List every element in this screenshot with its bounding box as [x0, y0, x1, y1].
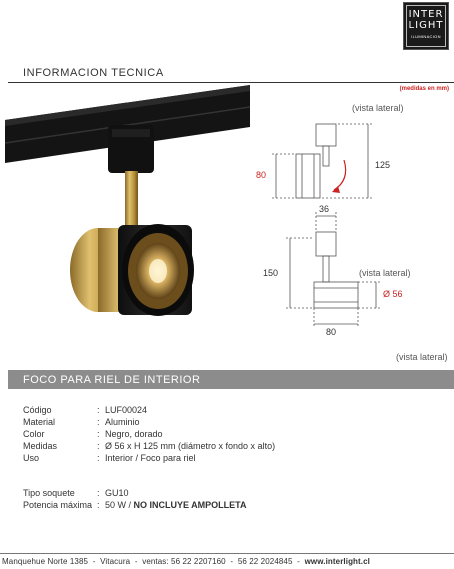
gold-stem [125, 171, 138, 225]
spec-sep: : [97, 417, 100, 427]
brand-line-3: ILUMINACION [411, 34, 441, 39]
spec-sep: : [97, 453, 100, 463]
section-title: INFORMACION TECNICA [23, 67, 164, 79]
brand-line-2: LIGHT [408, 20, 444, 31]
dim-36: 36 [319, 204, 330, 214]
spec-value: Aluminio [105, 417, 140, 427]
spec-sep: : [97, 441, 100, 451]
dim-125: 125 [375, 160, 391, 170]
spec-key: Material [23, 417, 56, 427]
footer-sep: - [230, 557, 234, 566]
spec-sep: : [97, 405, 100, 415]
product-title: FOCO PARA RIEL DE INTERIOR [23, 374, 201, 386]
footer-city: Vitacura [100, 557, 131, 566]
spec-key: Potencia máxima [23, 500, 93, 510]
power-value: 50 W / [105, 500, 134, 510]
spec-value: Negro, dorado [105, 429, 163, 439]
spec-key: Uso [23, 453, 40, 463]
view-label-top: (vista lateral) [352, 103, 404, 113]
spec-value [105, 499, 247, 511]
spec-key: Color [23, 429, 45, 439]
spec-sep: : [97, 488, 100, 498]
spec-sep: : [97, 429, 100, 439]
footer [2, 557, 370, 566]
spec-key: Tipo soquete [23, 488, 75, 498]
spec-key: Código [23, 405, 52, 415]
footer-sep: - [92, 557, 96, 566]
footer-sales: ventas: 56 22 2207160 [142, 557, 226, 566]
view-label-bottom: (vista lateral) [396, 352, 448, 362]
spec-row [23, 416, 275, 428]
footer-sep: - [134, 557, 138, 566]
spec-table [23, 404, 275, 464]
spec-value: Interior / Foco para riel [105, 453, 196, 463]
brand-logo [403, 2, 449, 50]
brand-line-1: INTER [408, 9, 444, 20]
spec-table-electrical [23, 487, 247, 511]
footer-divider [0, 553, 454, 554]
technical-drawing [250, 100, 450, 360]
spec-row [23, 428, 275, 440]
product-band [8, 370, 454, 389]
view-label-mid: (vista lateral) [359, 268, 411, 278]
footer-phone2: 56 22 2024845 [237, 557, 293, 566]
spec-value: LUF00024 [105, 405, 148, 415]
footer-sep: - [297, 557, 300, 566]
spec-sep: : [97, 500, 100, 510]
spec-value: GU10 [105, 488, 129, 498]
spec-row [23, 404, 275, 416]
spec-row [23, 499, 247, 511]
footer-address: Manquehue Norte 1385 [2, 557, 89, 566]
footer-url[interactable]: www.interlight.cl [304, 557, 371, 566]
spec-row [23, 452, 275, 464]
dim-80-left: 80 [256, 170, 267, 180]
units-note: (medidas en mm) [399, 86, 449, 92]
dim-150: 150 [263, 268, 279, 278]
spec-row [23, 440, 275, 452]
spec-value: Ø 56 x H 125 mm (diámetro x fondo x alto) [105, 441, 276, 451]
dim-80-bottom: 80 [326, 327, 337, 337]
section-divider [8, 82, 454, 83]
spec-key: Medidas [23, 441, 58, 451]
spec-row [23, 487, 247, 499]
bulb-note: NO INCLUYE AMPOLLETA [133, 500, 247, 510]
product-photo [0, 85, 250, 345]
dim-56: Ø 56 [383, 289, 403, 299]
